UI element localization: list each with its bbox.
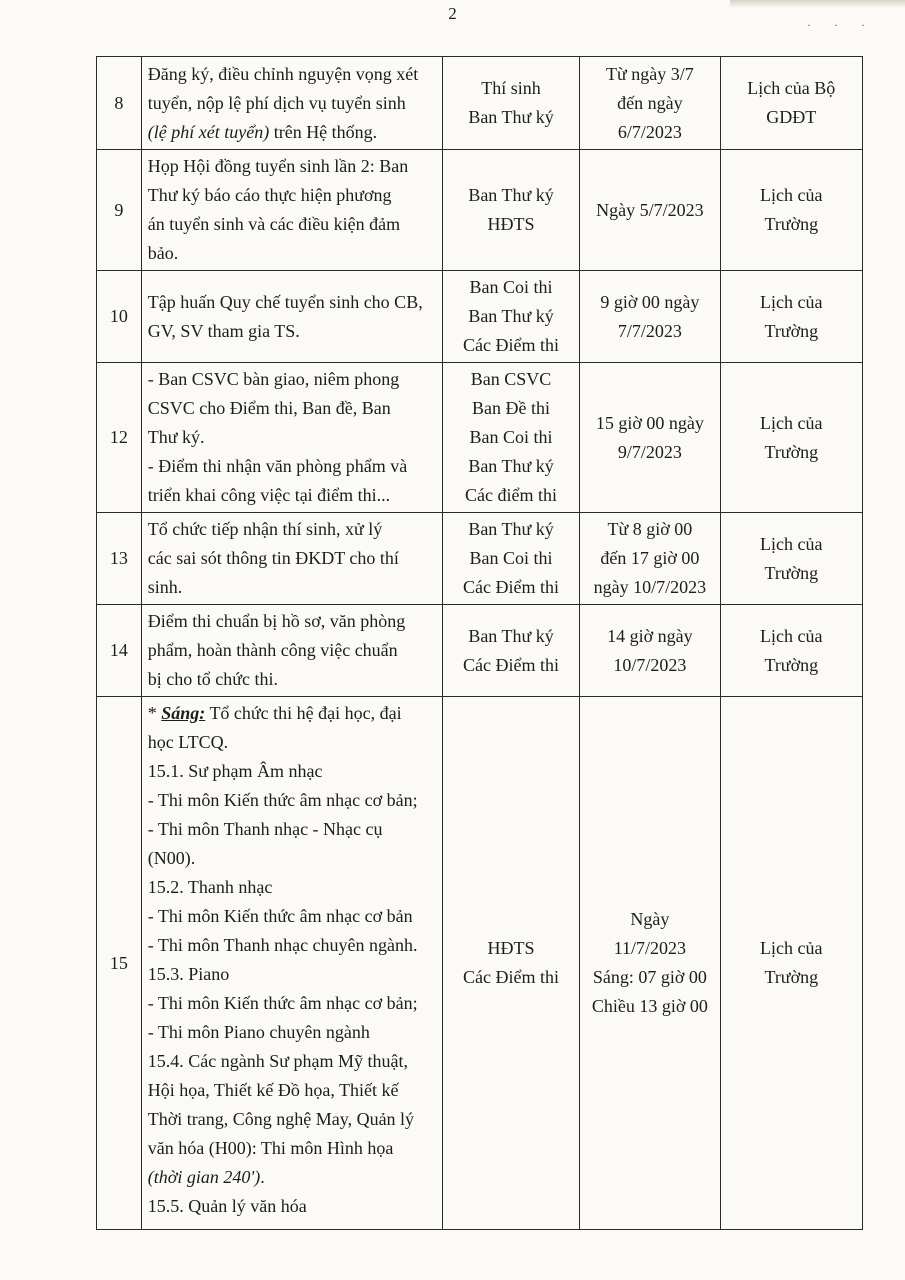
task-cell <box>141 57 442 150</box>
time-cell <box>580 150 720 271</box>
table-row <box>97 363 863 513</box>
task-line: triển khai công việc tại điểm thi... <box>147 485 391 505</box>
responsible-cell <box>442 271 579 363</box>
note-cell <box>720 697 862 1230</box>
note-line: Trường <box>764 441 819 462</box>
time-line: 15 giờ 00 ngày <box>595 412 704 433</box>
scan-dots: · · · <box>807 18 875 32</box>
task-session-label: Sáng: <box>161 703 206 723</box>
time-line: 6/7/2023 <box>617 121 682 142</box>
time-line: 7/7/2023 <box>617 320 682 341</box>
responsible-line: Các Điểm thi <box>463 654 560 675</box>
responsible-line: Các Điểm thi <box>463 335 560 355</box>
row-number-cell: 14 <box>97 605 142 697</box>
task-text: . <box>260 1167 265 1187</box>
time-line: 14 giờ ngày <box>607 625 693 646</box>
task-line <box>148 1163 436 1192</box>
task-line: Hội họa, Thiết kế Đồ họa, Thiết kế <box>147 1080 399 1100</box>
responsible-line: Ban Coi thi <box>469 277 553 297</box>
task-line: án tuyển sinh và các điều kiện đảm <box>147 214 401 234</box>
table-row <box>97 513 863 605</box>
task-line: - Thi môn Kiến thức âm nhạc cơ bản; <box>147 993 418 1013</box>
note-line: Trường <box>764 562 819 583</box>
task-line: 15.4. Các ngành Sư phạm Mỹ thuật, <box>147 1051 408 1071</box>
time-line: Ngày 5/7/2023 <box>596 199 704 220</box>
responsible-line: HĐTS <box>487 938 535 958</box>
task-text: Tổ chức thi hệ đại học, đại <box>205 703 402 723</box>
schedule-table <box>96 56 863 1230</box>
task-line: Thư ký báo cáo thực hiện phương <box>147 185 392 205</box>
note-cell <box>720 57 862 150</box>
table-row <box>97 697 863 1230</box>
task-line: - Điểm thi nhận văn phòng phẩm và <box>147 456 408 476</box>
table-row <box>97 271 863 363</box>
task-cell <box>141 697 442 1230</box>
responsible-line: HĐTS <box>487 214 535 234</box>
time-line: Từ 8 giờ 00 <box>607 519 693 539</box>
task-line: Họp Hội đồng tuyển sinh lần 2: Ban <box>147 156 409 176</box>
note-line: Trường <box>764 967 819 987</box>
task-line: văn hóa (H00): Thi môn Hình họa <box>147 1138 394 1158</box>
time-line: 10/7/2023 <box>613 654 687 675</box>
note-line: Lịch của <box>760 533 823 554</box>
time-line: đến ngày <box>617 92 683 113</box>
task-line: Đăng ký, điều chỉnh nguyện vọng xét <box>147 63 419 84</box>
note-line: GDĐT <box>766 107 817 127</box>
time-cell <box>580 57 720 150</box>
time-cell <box>580 513 720 605</box>
responsible-cell <box>442 513 579 605</box>
task-line: - Thi môn Piano chuyên ngành <box>147 1022 370 1042</box>
task-line: - Thi môn Thanh nhạc - Nhạc cụ <box>147 819 383 839</box>
responsible-line: Ban Đề thi <box>472 398 551 418</box>
responsible-line: Ban Coi thi <box>469 427 553 447</box>
responsible-line: Ban Thư ký <box>468 519 554 539</box>
responsible-line: Ban Thư ký <box>468 107 554 127</box>
time-line: Ngày <box>630 909 670 929</box>
time-cell <box>580 605 720 697</box>
note-line: Lịch của <box>760 625 823 646</box>
table-row <box>97 57 863 150</box>
responsible-line: Các điểm thi <box>465 485 558 505</box>
task-line: Thư ký. <box>147 427 205 447</box>
time-cell <box>580 271 720 363</box>
task-bullet: * <box>147 703 162 723</box>
note-line: Trường <box>764 654 819 675</box>
task-line: - Ban CSVC bàn giao, niêm phong <box>147 369 400 389</box>
task-line: 15.1. Sư phạm Âm nhạc <box>147 761 323 781</box>
row-number-cell: 10 <box>97 271 142 363</box>
row-number-cell: 12 <box>97 363 142 513</box>
task-cell <box>141 605 442 697</box>
responsible-line: Ban Thư ký <box>468 625 554 646</box>
task-line: 15.2. Thanh nhạc <box>147 877 273 897</box>
responsible-cell <box>442 57 579 150</box>
responsible-cell <box>442 697 579 1230</box>
time-line: Sáng: 07 giờ 00 <box>592 967 707 987</box>
task-line: bị cho tổ chức thi. <box>147 669 278 689</box>
responsible-line: Các Điểm thi <box>463 967 560 987</box>
time-line: Chiều 13 giờ 00 <box>591 996 708 1016</box>
responsible-line: Ban CSVC <box>470 369 552 389</box>
responsible-cell <box>442 150 579 271</box>
task-line: 15.3. Piano <box>147 964 230 984</box>
task-italic-note: (lệ phí xét tuyển) <box>147 121 270 142</box>
task-line: CSVC cho Điểm thi, Ban đề, Ban <box>147 398 391 418</box>
note-line: Lịch của Bộ <box>747 78 836 98</box>
time-line: ngày 10/7/2023 <box>593 577 707 597</box>
task-line: phẩm, hoàn thành công việc chuẩn <box>147 640 398 660</box>
task-cell <box>141 513 442 605</box>
note-cell <box>720 363 862 513</box>
responsible-line: Ban Thư ký <box>468 185 554 205</box>
task-line: Tập huấn Quy chế tuyển sinh cho CB, <box>147 291 423 312</box>
responsible-line: Các Điểm thi <box>463 577 560 597</box>
responsible-cell <box>442 605 579 697</box>
note-line: Lịch của <box>760 412 823 433</box>
task-line: các sai sót thông tin ĐKDT cho thí <box>147 548 399 568</box>
row-number-cell: 13 <box>97 513 142 605</box>
note-cell <box>720 271 862 363</box>
task-italic-note: (thời gian 240') <box>147 1167 261 1187</box>
task-line: - Thi môn Kiến thức âm nhạc cơ bản <box>147 906 413 926</box>
responsible-line: Thí sinh <box>481 78 541 98</box>
time-line: Từ ngày 3/7 <box>606 63 694 84</box>
task-line <box>148 118 436 147</box>
row-number-cell: 15 <box>97 697 142 1230</box>
responsible-line: Ban Coi thi <box>469 548 553 568</box>
task-line: sinh. <box>147 577 183 597</box>
time-cell <box>580 363 720 513</box>
time-line: 11/7/2023 <box>613 938 687 958</box>
task-text: trên Hệ thống. <box>269 121 378 142</box>
task-cell <box>141 150 442 271</box>
task-cell <box>141 271 442 363</box>
note-line: Trường <box>764 320 819 341</box>
task-line: 15.5. Quản lý văn hóa <box>147 1196 307 1216</box>
note-line: Lịch của <box>760 291 823 312</box>
page-number: 2 <box>448 4 457 23</box>
time-line: đến 17 giờ 00 <box>600 548 700 568</box>
task-line: (N00). <box>147 848 196 868</box>
responsible-line: Ban Thư ký <box>468 456 554 476</box>
time-cell <box>580 697 720 1230</box>
row-number-cell: 8 <box>97 57 142 150</box>
task-line: Thời trang, Công nghệ May, Quản lý <box>147 1109 415 1129</box>
task-cell <box>141 363 442 513</box>
time-line: 9 giờ 00 ngày <box>600 291 700 312</box>
table-row <box>97 605 863 697</box>
task-line: học LTCQ. <box>147 732 229 752</box>
note-line: Trường <box>764 214 819 234</box>
note-cell <box>720 150 862 271</box>
responsible-line: Ban Thư ký <box>468 306 554 326</box>
task-line: - Thi môn Kiến thức âm nhạc cơ bản; <box>147 790 418 810</box>
note-line: Lịch của <box>760 185 823 205</box>
task-line <box>148 699 436 728</box>
table-row <box>97 150 863 271</box>
task-line: GV, SV tham gia TS. <box>147 320 300 341</box>
task-line: Tổ chức tiếp nhận thí sinh, xử lý <box>147 519 383 539</box>
note-line: Lịch của <box>760 938 823 958</box>
task-line: Điểm thi chuẩn bị hồ sơ, văn phòng <box>147 611 406 631</box>
task-line: - Thi môn Thanh nhạc chuyên ngành. <box>147 935 418 955</box>
note-cell <box>720 513 862 605</box>
task-line: tuyển, nộp lệ phí dịch vụ tuyển sinh <box>147 92 406 113</box>
row-number-cell: 9 <box>97 150 142 271</box>
time-line: 9/7/2023 <box>617 441 682 462</box>
task-line: bảo. <box>147 243 179 263</box>
note-cell <box>720 605 862 697</box>
responsible-cell <box>442 363 579 513</box>
